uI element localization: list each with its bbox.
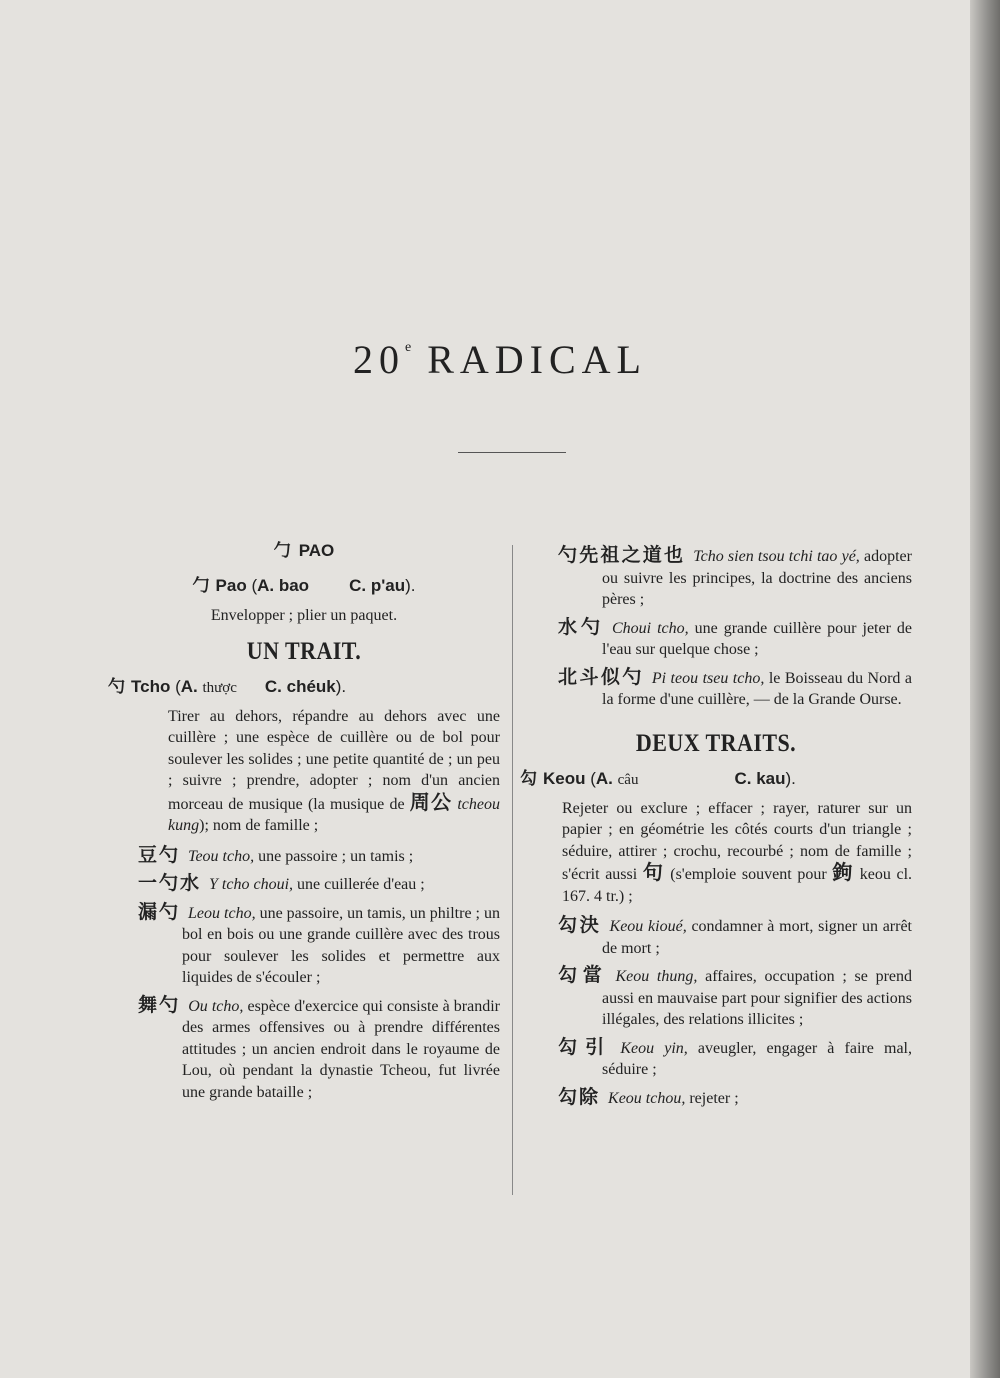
column-divider [512,545,513,1195]
subentry: 勾當 Keou thung, affaires, occupation ; se prend aussi en mauvaise part pour signifier des actions illégales, des relations illicites ; [558,964,912,1028]
tcho-definition: Tirer au dehors, répandre au dehors avec une cuillère ; une espèce de cuillère ou de bol pour soulever les solides ; une petite quantité de ; un peu ; suivre ; prendre, adopter ; nom d'un ancien morceau de musique (la musique de 周公 tcheou kung); nom de famille ; [168,707,501,834]
subentry: 一勺水 Y tcho choui, une cuillerée d'eau ; [138,872,425,894]
subentry: 水勺 Choui tcho, une grande cuillère pour jeter de l'eau sur quelque chose ; [558,615,912,658]
entry-keou: 勾 Keou (A. câu C. kau). [520,769,796,789]
title-rule [458,452,566,453]
pao-definition: Envelopper ; plier un paquet. [210,607,398,624]
subentry: 勺先祖之道也 Tcho sien tsou tchi tao yé, adopter ou suivre les principes, la doctrine des anciens pères ; [558,544,912,608]
subentry: 漏勺 Leou tcho, une passoire, un tamis, un philtre ; un bol en bois ou une grande cuillère avec des trous pour soulever les solides et permettre aux liquides de s'écouler ; [138,900,501,986]
entry-tcho: 勺 Tcho (A. thược C. chéuk). [108,677,347,697]
subentry: 北斗似勺 Pi teou tseu tcho, le Boisseau du Nord a la forme d'une cuillère, — de la Grande Ourse. [558,665,912,708]
page-edge [970,0,1000,1378]
section-deux-traits: DEUX TRAITS. [635,729,797,757]
left-column [108,540,500,1109]
entry-pao: 勹 Pao (A. bao C. p'au). [192,575,416,596]
subentry: 勾除 Keou tchou, rejeter ; [558,1085,739,1108]
page-title: 20e RADICAL [353,337,647,382]
subentry: 舞勺 Ou tcho, espèce d'exercice qui consiste à brandir des armes offensives ou à prendre différentes attitudes ; un ancien endroit dans le royaume de Lou, où pendant la dynastie Tcheou, fut livrée une grande bataille ; [138,993,501,1101]
subentry: 豆勺 Teou tcho, une passoire ; un tamis ; [138,843,414,866]
keou-definition: Rejeter ou exclure ; effacer ; rayer, raturer sur un papier ; en géométrie les côtés courts d'un triangle ; séduire, attirer ; crochu, recourbé ; nom de famille ; s'écrit aussi 句 (s'emploie souvent pour 鉤 keou cl. 167. 4 tr.) ; [562,799,913,905]
radical-heading: 勹 PAO [273,541,335,561]
right-column [520,545,912,1115]
section-un-trait: UN TRAIT. [246,637,362,665]
subentry: 勾引 Keou yin, aveugler, engager à faire mal, séduire ; [558,1035,912,1078]
subentry: 勾決 Keou kioué, condamner à mort, signer un arrêt de mort ; [558,914,912,957]
